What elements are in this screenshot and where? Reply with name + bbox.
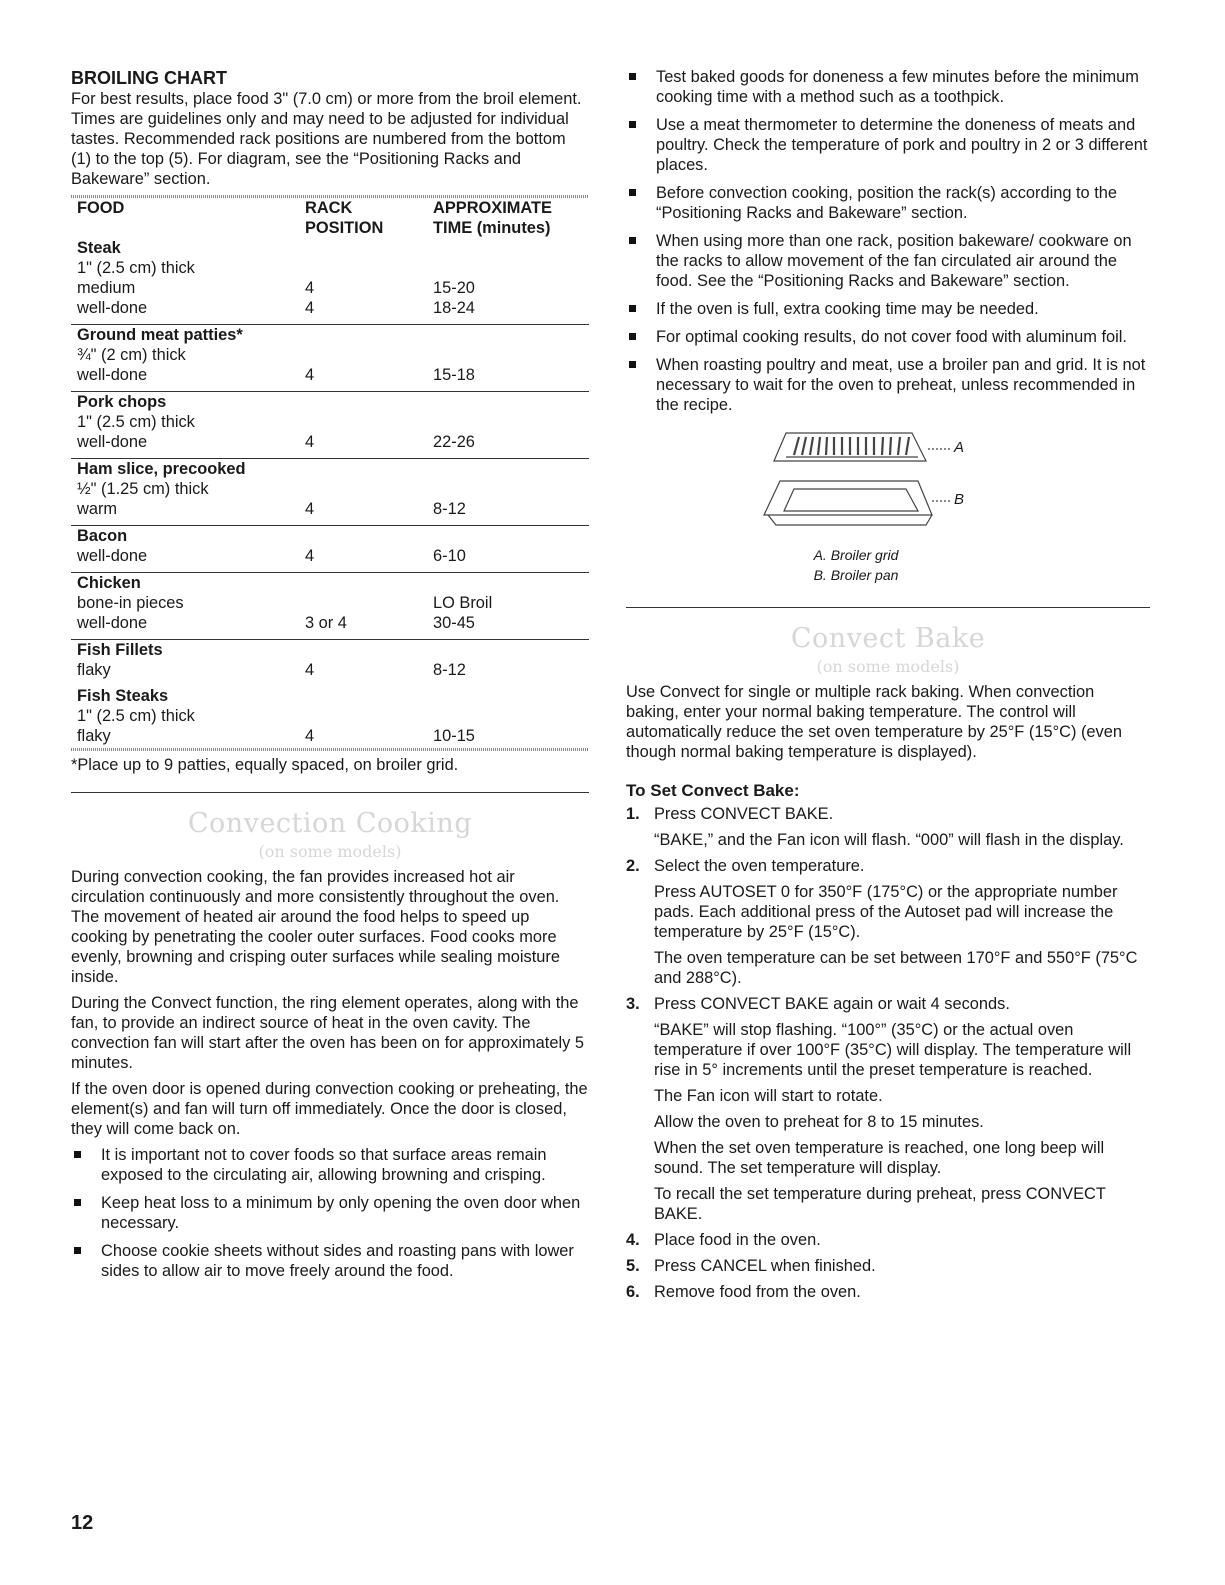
convection-body bbox=[71, 867, 589, 1281]
right-column bbox=[626, 0, 1150, 1308]
table-row bbox=[71, 726, 589, 746]
convection-paragraph: During convection cooking, the fan provides increased hot air circulation continuously and more consistently throughout the oven. The movement of heated air around the food helps to speed up cooking by penetrating the cooler outer surfaces. Food cooks more evenly, browning and crisping outer surfaces while sealing moisture inside. bbox=[71, 868, 560, 986]
cell-time: 15-20 bbox=[433, 279, 475, 297]
cell-rack bbox=[299, 706, 427, 726]
bullet-square-icon bbox=[629, 73, 636, 80]
bullet-square-icon bbox=[74, 1247, 81, 1254]
bullet-item bbox=[626, 115, 1150, 175]
cell-food: flaky bbox=[77, 727, 111, 745]
step-text: When the set oven temperature is reached, one long beep will sound. The set temperature will display. bbox=[654, 1139, 1105, 1177]
convection-paragraph: If the oven door is opened during convection cooking or preheating, the element(s) and fan will turn off immediately. Once the door is closed, they will come back on. bbox=[71, 1080, 588, 1138]
table-row bbox=[71, 238, 589, 258]
bullet-item bbox=[626, 299, 1150, 319]
bullet-text: If the oven is full, extra cooking time may be needed. bbox=[656, 300, 1039, 318]
table-row bbox=[71, 526, 589, 547]
step-item bbox=[626, 1282, 1150, 1302]
cell-food: well-done bbox=[77, 433, 148, 451]
step-text: “BAKE,” and the Fan icon will flash. “000” will flash in the display. bbox=[654, 831, 1124, 849]
bullet-item bbox=[626, 183, 1150, 223]
bullet-square-icon bbox=[629, 237, 636, 244]
page-number: 12 bbox=[71, 1512, 94, 1534]
bullet-square-icon bbox=[74, 1199, 81, 1206]
section-divider-right bbox=[626, 607, 1150, 608]
table-header-row bbox=[71, 198, 589, 238]
step-text: Remove food from the oven. bbox=[654, 1283, 861, 1301]
convect-bake-heading bbox=[626, 622, 1150, 678]
cell-food: warm bbox=[77, 500, 118, 518]
step-number: 3. bbox=[626, 995, 640, 1013]
section-divider-left bbox=[71, 792, 589, 793]
convect-bake-subtitle: (on some models) bbox=[816, 657, 960, 676]
bullet-square-icon bbox=[629, 189, 636, 196]
table-row bbox=[71, 365, 589, 392]
caption-broiler-grid: A. Broiler grid bbox=[813, 547, 899, 563]
step-number: 2. bbox=[626, 857, 640, 875]
table-row bbox=[71, 278, 589, 298]
food-category: Steak bbox=[77, 239, 121, 257]
table-row bbox=[71, 432, 589, 459]
bullet-square-icon bbox=[629, 121, 636, 128]
cell-food: 1" (2.5 cm) thick bbox=[77, 707, 195, 725]
bullet-text: For optimal cooking results, do not cover food with aluminum foil. bbox=[656, 328, 1127, 346]
food-category: Ham slice, precooked bbox=[77, 460, 246, 478]
food-category: Fish Steaks bbox=[77, 687, 169, 705]
header-food: FOOD bbox=[77, 199, 125, 217]
caption-broiler-pan: B. Broiler pan bbox=[813, 567, 899, 583]
step-text: Place food in the oven. bbox=[654, 1231, 821, 1249]
food-category: Chicken bbox=[77, 574, 141, 592]
step-number: 6. bbox=[626, 1283, 640, 1301]
convection-paragraph: During the Convect function, the ring element operates, along with the fan, to provide an indirect source of heat in the oven cavity. The convection fan will start after the oven has been on for approximately 5 minutes. bbox=[71, 994, 584, 1072]
cell-rack bbox=[299, 345, 427, 365]
cell-rack: 4 bbox=[305, 433, 315, 451]
broiling-footnote: *Place up to 9 patties, equally spaced, on broiler grid. bbox=[71, 756, 459, 774]
cell-rack: 4 bbox=[305, 366, 315, 384]
cell-rack bbox=[299, 412, 427, 432]
bullet-text: Keep heat loss to a minimum by only opening the oven door when necessary. bbox=[101, 1194, 581, 1232]
broiling-intro: For best results, place food 3" (7.0 cm) or more from the broil element. Times are guidelines only and may need to be adjusted for individual tastes. Recommended rack positions are numbered from the bottom (1) to the top (5). For diagram, see the “Positioning Racks and Bakeware” section. bbox=[71, 90, 582, 188]
convection-title: Convection Cooking bbox=[187, 808, 473, 839]
header-rack bbox=[299, 198, 427, 238]
cell-time bbox=[427, 258, 589, 278]
step-text: Allow the oven to preheat for 8 to 15 minutes. bbox=[654, 1113, 984, 1131]
cell-time: 15-18 bbox=[433, 366, 475, 384]
convect-bake-steps-title: To Set Convect Bake: bbox=[626, 781, 800, 800]
bullet-square-icon bbox=[629, 333, 636, 340]
cell-time: 6-10 bbox=[433, 547, 466, 565]
broiler-pan-icon bbox=[764, 481, 952, 525]
cell-time: LO Broil bbox=[433, 594, 493, 612]
bullet-square-icon bbox=[629, 361, 636, 368]
step-item bbox=[626, 804, 1150, 850]
cell-rack bbox=[299, 479, 427, 499]
bullet-text: Choose cookie sheets without sides and roasting pans with lower sides to allow air to move freely around the food. bbox=[101, 1242, 574, 1280]
diagram-caption bbox=[626, 545, 1086, 585]
step-text: Select the oven temperature. bbox=[654, 857, 865, 875]
food-category: Fish Fillets bbox=[77, 641, 163, 659]
bullet-item bbox=[626, 355, 1150, 415]
step-text: “BAKE” will stop flashing. “100°” (35°C) or the actual oven temperature if over 100°F (35°C) will display. The temperature will rise in 5° increments until the preset temperature is reached. bbox=[654, 1021, 1132, 1079]
left-column bbox=[71, 0, 589, 1289]
broiler-diagram bbox=[626, 427, 1150, 597]
diagram-label-b: B bbox=[954, 491, 965, 508]
bullet-text: Use a meat thermometer to determine the doneness of meats and poultry. Check the temperature of pork and poultry in 2 or 3 different places. bbox=[656, 116, 1148, 174]
bullet-text: It is important not to cover foods so that surface areas remain exposed to the circulating air, allowing browning and crisping. bbox=[101, 1146, 547, 1184]
cell-rack: 4 bbox=[305, 727, 315, 745]
cell-time bbox=[427, 412, 589, 432]
cell-food: 1" (2.5 cm) thick bbox=[77, 259, 195, 277]
cell-rack bbox=[299, 593, 427, 613]
table-row bbox=[71, 593, 589, 613]
cell-time bbox=[427, 345, 589, 365]
header-rack-line1: RACK bbox=[305, 199, 353, 217]
convection-bullets-left bbox=[71, 1145, 589, 1281]
step-text: The Fan icon will start to rotate. bbox=[654, 1087, 883, 1105]
convection-heading bbox=[71, 807, 589, 863]
table-row bbox=[71, 706, 589, 726]
convection-bullets-right bbox=[626, 67, 1150, 415]
table-row bbox=[71, 325, 589, 346]
table-row bbox=[71, 479, 589, 499]
cell-food: well-done bbox=[77, 614, 148, 632]
food-category: Ground meat patties* bbox=[77, 326, 243, 344]
cell-food: 1" (2.5 cm) thick bbox=[77, 413, 195, 431]
table-row bbox=[71, 546, 589, 573]
cell-rack: 4 bbox=[305, 500, 315, 518]
step-text: To recall the set temperature during preheat, press CONVECT BAKE. bbox=[654, 1185, 1106, 1223]
cell-food: well-done bbox=[77, 299, 148, 317]
cell-food: well-done bbox=[77, 547, 148, 565]
table-row bbox=[71, 613, 589, 640]
convect-bake-intro: Use Convect for single or multiple rack baking. When convection baking, enter your normal baking temperature. The control will automatically reduce the set oven temperature by 25°F (15°C) (even though normal baking temperature is displayed). bbox=[626, 683, 1122, 761]
table-row bbox=[71, 345, 589, 365]
broiling-table bbox=[71, 198, 589, 746]
cell-time bbox=[427, 706, 589, 726]
cell-time: 10-15 bbox=[433, 727, 475, 745]
food-category: Pork chops bbox=[77, 393, 167, 411]
bullet-square-icon bbox=[74, 1151, 81, 1158]
step-text: Press CANCEL when finished. bbox=[654, 1257, 876, 1275]
header-time-line1: APPROXIMATE bbox=[433, 199, 552, 217]
broiling-chart-title: BROILING CHART bbox=[71, 68, 227, 88]
step-item bbox=[626, 1256, 1150, 1276]
cell-food: ¾" (2 cm) thick bbox=[77, 346, 186, 364]
table-row bbox=[71, 573, 589, 594]
bullet-item bbox=[71, 1241, 589, 1281]
cell-time: 30-45 bbox=[433, 614, 475, 632]
header-time bbox=[427, 198, 589, 238]
cell-food: flaky bbox=[77, 661, 111, 679]
cell-rack: 4 bbox=[305, 547, 315, 565]
step-text: Press AUTOSET 0 for 350°F (175°C) or the appropriate number pads. Each additional press of the Autoset pad will increase the temperature by 25°F (15°C). bbox=[654, 883, 1118, 941]
step-number: 1. bbox=[626, 805, 640, 823]
bullet-text: When using more than one rack, position bakeware/ cookware on the racks to allow movement of the fan circulated air around the food. See the “Positioning Racks and Bakeware” section. bbox=[656, 232, 1132, 290]
bullet-item bbox=[71, 1193, 589, 1233]
cell-time: 8-12 bbox=[433, 661, 466, 679]
step-text: The oven temperature can be set between 170°F and 550°F (75°C and 288°C). bbox=[654, 949, 1138, 987]
table-row bbox=[71, 392, 589, 413]
cell-food: ½" (1.25 cm) thick bbox=[77, 480, 209, 498]
cell-food: well-done bbox=[77, 366, 148, 384]
table-row bbox=[71, 412, 589, 432]
step-item bbox=[626, 994, 1150, 1224]
step-item bbox=[626, 1230, 1150, 1250]
header-time-line2: TIME (minutes) bbox=[433, 219, 551, 237]
step-text: Press CONVECT BAKE again or wait 4 seconds. bbox=[654, 995, 1010, 1013]
broiler-grid-icon bbox=[774, 433, 952, 461]
cell-food: bone-in pieces bbox=[77, 594, 184, 612]
cell-time bbox=[427, 479, 589, 499]
cell-rack: 4 bbox=[305, 299, 315, 317]
cell-time: 8-12 bbox=[433, 500, 466, 518]
diagram-label-a: A bbox=[954, 439, 965, 456]
bullet-text: When roasting poultry and meat, use a broiler pan and grid. It is not necessary to wait for the oven to preheat, unless recommended in the recipe. bbox=[656, 356, 1146, 414]
cell-rack: 4 bbox=[305, 661, 315, 679]
header-rack-line2: POSITION bbox=[305, 219, 384, 237]
step-number: 4. bbox=[626, 1231, 640, 1249]
cell-rack: 3 or 4 bbox=[305, 614, 347, 632]
convect-bake-title: Convect Bake bbox=[790, 623, 986, 654]
step-text: Press CONVECT BAKE. bbox=[654, 805, 834, 823]
convection-subtitle: (on some models) bbox=[258, 842, 402, 861]
table-row bbox=[71, 686, 589, 706]
table-row bbox=[71, 499, 589, 526]
bullet-item bbox=[626, 327, 1150, 347]
cell-time: 18-24 bbox=[433, 299, 475, 317]
table-row bbox=[71, 258, 589, 278]
bullet-item bbox=[626, 67, 1150, 107]
bullet-text: Before convection cooking, position the rack(s) according to the “Positioning Racks and Bakeware” section. bbox=[656, 184, 1118, 222]
cell-rack: 4 bbox=[305, 279, 315, 297]
bullet-text: Test baked goods for doneness a few minutes before the minimum cooking time with a method such as a toothpick. bbox=[656, 68, 1139, 106]
cell-rack bbox=[299, 258, 427, 278]
table-row bbox=[71, 298, 589, 325]
cell-food: medium bbox=[77, 279, 136, 297]
step-number: 5. bbox=[626, 1257, 640, 1275]
table-row bbox=[71, 660, 589, 686]
table-bottom-rule bbox=[71, 748, 589, 751]
bullet-item bbox=[71, 1145, 589, 1185]
broiler-pan-illustration bbox=[626, 427, 1150, 557]
bullet-square-icon bbox=[629, 305, 636, 312]
cell-time: 22-26 bbox=[433, 433, 475, 451]
step-item bbox=[626, 856, 1150, 988]
table-row bbox=[71, 640, 589, 661]
bullet-item bbox=[626, 231, 1150, 291]
table-row bbox=[71, 459, 589, 480]
convect-bake-steps bbox=[626, 804, 1150, 1302]
food-category: Bacon bbox=[77, 527, 128, 545]
